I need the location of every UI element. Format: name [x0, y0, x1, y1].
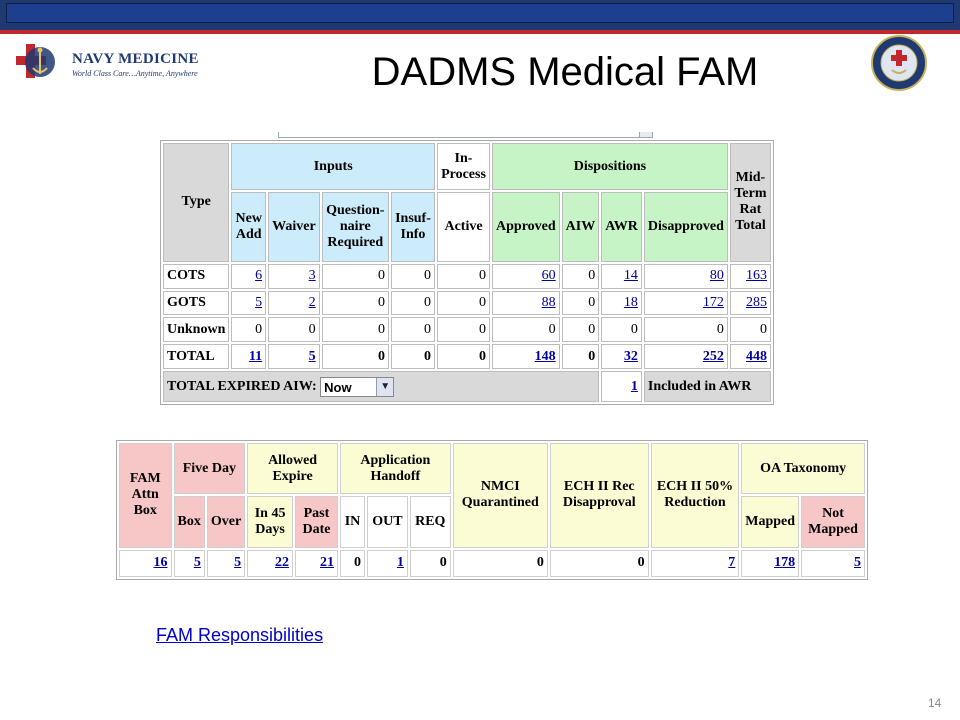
- cell-link-over[interactable]: 5: [234, 555, 242, 571]
- col-header-insuf-info: Insuf-Info: [391, 192, 435, 261]
- expired-aiw-select[interactable]: [320, 377, 394, 397]
- cell-req: 0: [410, 550, 451, 577]
- col-header-new-add: New Add: [231, 192, 266, 261]
- cell-link-total[interactable]: 163: [746, 268, 767, 284]
- group-header-five-day: Five Day: [174, 443, 246, 494]
- cell-link-box[interactable]: 5: [193, 555, 201, 571]
- cell-link-not-mapped[interactable]: 5: [854, 555, 861, 571]
- cell-disapproved: 0: [644, 317, 728, 342]
- col-header-fam-attn-box: FAM Attn Box: [119, 443, 172, 548]
- expired-aiw-select-value: Now: [324, 379, 352, 395]
- col-header-ech-rec-disapproval: ECH II Rec Disapproval: [550, 443, 649, 548]
- col-header-waiver: Waiver: [268, 192, 320, 261]
- col-header-disapproved: Disapproved: [644, 192, 728, 261]
- cell-awr: 0: [601, 317, 642, 342]
- expired-aiw-count-link[interactable]: 1: [630, 378, 638, 394]
- cell-link-new-add[interactable]: 6: [255, 268, 263, 284]
- cell-link-approved[interactable]: 88: [541, 295, 556, 310]
- col-header-not-mapped: Not Mapped: [801, 496, 865, 547]
- col-header-ech-reduction: ECH II 50% Reduction: [651, 443, 740, 548]
- col-header-approved: Approved: [492, 192, 560, 261]
- cell-total: 0: [730, 317, 771, 342]
- top-banner: [0, 0, 960, 34]
- cell-insuf-info: 0: [391, 317, 435, 342]
- cell-link-awr[interactable]: 14: [623, 268, 638, 284]
- cell-insuf-info: 0: [391, 264, 435, 289]
- row-label: Unknown: [163, 317, 229, 342]
- cell-questionnaire: 0: [322, 344, 389, 369]
- cell-link-disapproved[interactable]: 252: [702, 348, 724, 364]
- col-header-active: Active: [437, 192, 490, 261]
- cell-aiw: 0: [562, 317, 600, 342]
- cell-link-mapped[interactable]: 178: [774, 555, 796, 571]
- cell-insuf-info: 0: [391, 291, 435, 316]
- cell-link-disapproved[interactable]: 80: [709, 268, 724, 284]
- fam-status-table: [116, 440, 868, 580]
- cell-active: 0: [437, 291, 490, 316]
- cell-questionnaire: 0: [322, 317, 389, 342]
- cell-link-past-date[interactable]: 21: [319, 555, 334, 571]
- dropdown-fragment: [278, 132, 653, 138]
- group-header-oa-taxonomy: OA Taxonomy: [741, 443, 865, 494]
- cell-approved: 0: [492, 317, 560, 342]
- seal-icon: [870, 34, 928, 92]
- col-header-midterm-total: Mid-Term Rat Total: [730, 143, 771, 262]
- cell-aiw: 0: [562, 291, 600, 316]
- group-header-inprocess: In-Process: [437, 143, 490, 190]
- cell-link-out[interactable]: 1: [396, 555, 404, 571]
- cell-link-in-45-days[interactable]: 22: [274, 555, 289, 571]
- cell-link-new-add[interactable]: 11: [248, 348, 263, 364]
- cell-link-disapproved[interactable]: 172: [702, 295, 724, 310]
- group-header-dispositions: Dispositions: [492, 143, 728, 190]
- disposition-summary-table: [160, 140, 774, 405]
- cell-nmci: 0: [453, 550, 548, 577]
- cell-link-approved[interactable]: 60: [541, 268, 556, 284]
- cell-questionnaire: 0: [322, 264, 389, 289]
- cell-link-awr[interactable]: 18: [623, 295, 638, 310]
- cell-link-approved[interactable]: 148: [534, 348, 556, 364]
- cell-aiw: 0: [562, 344, 600, 369]
- col-header-mapped: Mapped: [741, 496, 799, 547]
- fam-responsibilities-link[interactable]: FAM Responsibilities: [156, 625, 324, 645]
- cell-link-new-add[interactable]: 5: [255, 295, 263, 310]
- page-title: DADMS Medical FAM: [371, 50, 759, 94]
- cell-waiver: 0: [268, 317, 320, 342]
- col-header-questionnaire: Question-naire Required: [322, 192, 389, 261]
- cell-new-add: 0: [231, 317, 266, 342]
- expired-aiw-label: TOTAL EXPIRED AIW:: [167, 378, 317, 394]
- cell-aiw: 0: [562, 264, 600, 289]
- cell-link-waiver[interactable]: 3: [308, 268, 316, 284]
- row-label: COTS: [163, 264, 229, 289]
- expired-aiw-row: [163, 371, 771, 402]
- col-header-type: Type: [163, 143, 229, 262]
- col-header-in-45-days: In 45 Days: [247, 496, 293, 547]
- cell-link-ech-reduction[interactable]: 7: [728, 555, 736, 571]
- row-label: GOTS: [163, 291, 229, 316]
- table-row: [163, 264, 771, 289]
- cell-active: 0: [437, 344, 490, 369]
- group-header-inputs: Inputs: [231, 143, 435, 190]
- group-header-allowed-expire: Allowed Expire: [247, 443, 338, 494]
- chevron-down-icon[interactable]: ▼: [376, 378, 393, 396]
- col-header-req: REQ: [410, 496, 451, 547]
- cell-insuf-info: 0: [391, 344, 435, 369]
- page-number: 14: [928, 696, 942, 710]
- group-header-application-handoff: Application Handoff: [340, 443, 451, 494]
- col-header-nmci-quarantined: NMCI Quarantined: [453, 443, 548, 548]
- col-header-awr: AWR: [601, 192, 642, 261]
- cell-link-waiver[interactable]: 5: [308, 348, 316, 364]
- expired-aiw-note: Included in AWR: [644, 371, 771, 402]
- table-row-total: [163, 344, 771, 369]
- col-header-over: Over: [207, 496, 245, 547]
- cell-in: 0: [340, 550, 365, 577]
- logo-tagline: World Class Care…Anytime, Anywhere: [72, 69, 198, 78]
- cell-active: 0: [437, 317, 490, 342]
- cell-link-waiver[interactable]: 2: [308, 295, 316, 310]
- cell-link-fam-attn-box[interactable]: 16: [153, 555, 168, 571]
- cell-link-awr[interactable]: 32: [623, 348, 638, 364]
- col-header-box: Box: [174, 496, 205, 547]
- table-row: [119, 550, 865, 577]
- col-header-aiw: AIW: [562, 192, 600, 261]
- table-row: [163, 317, 771, 342]
- row-label: TOTAL: [163, 344, 229, 369]
- cell-questionnaire: 0: [322, 291, 389, 316]
- col-header-in: IN: [340, 496, 365, 547]
- cell-active: 0: [437, 264, 490, 289]
- col-header-past-date: Past Date: [295, 496, 338, 547]
- table-row: [163, 291, 771, 316]
- cell-link-total[interactable]: 448: [746, 348, 767, 364]
- cell-ech-rec: 0: [550, 550, 649, 577]
- cell-link-total[interactable]: 285: [746, 295, 767, 310]
- logo-text: NAVY MEDICINE: [72, 51, 199, 67]
- col-header-out: OUT: [367, 496, 408, 547]
